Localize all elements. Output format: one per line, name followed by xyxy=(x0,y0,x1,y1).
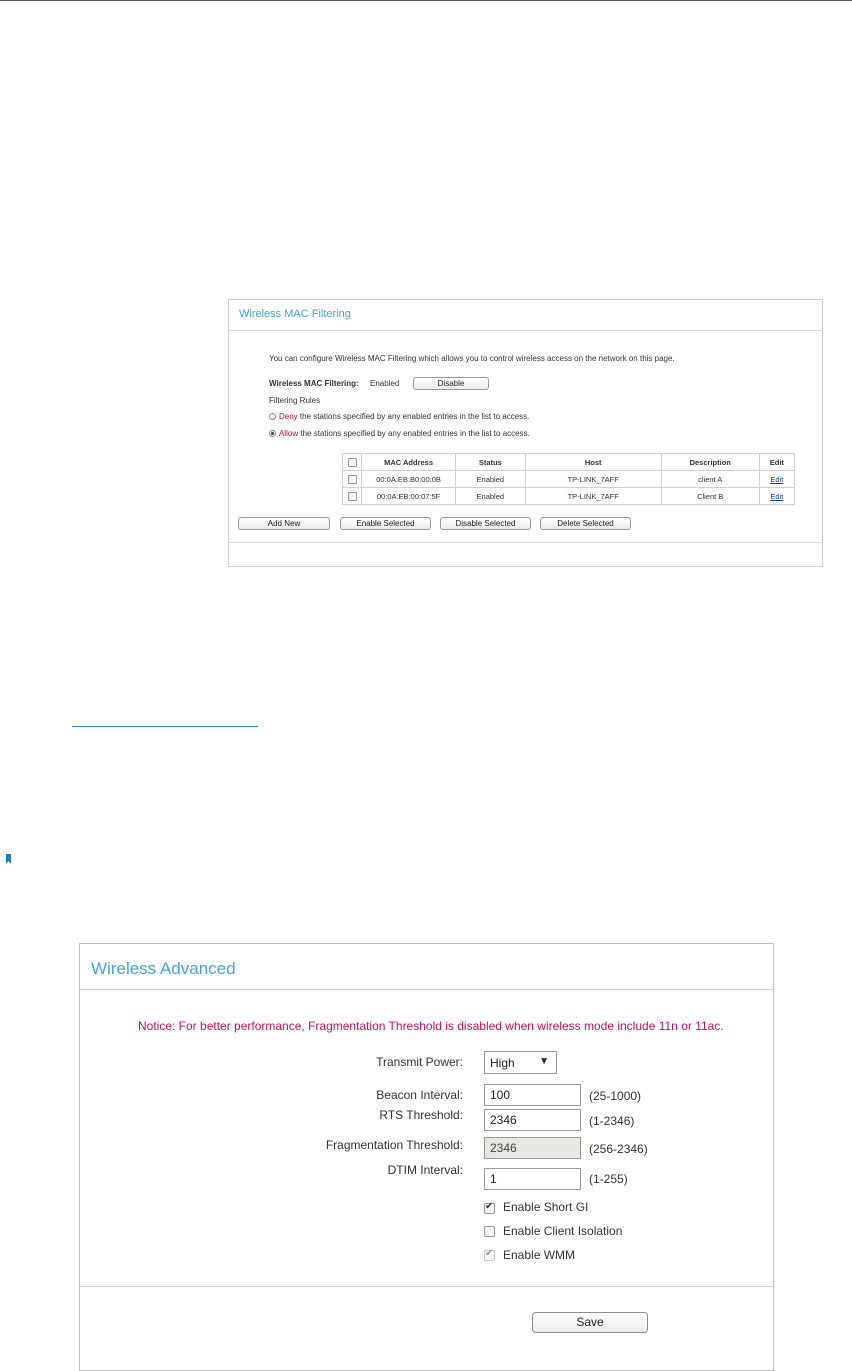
beacon-interval-range: (25-1000) xyxy=(589,1089,642,1103)
deny-radio[interactable] xyxy=(269,413,276,420)
dtim-interval-label: DTIM Interval: xyxy=(387,1163,463,1177)
dtim-interval-input[interactable] xyxy=(484,1168,581,1190)
select-all-cell xyxy=(343,454,362,471)
dtim-interval-range: (1-255) xyxy=(589,1172,628,1186)
deny-keyword: Deny xyxy=(279,412,298,421)
rts-threshold-label: RTS Threshold: xyxy=(379,1108,463,1122)
status-cell: Enabled xyxy=(455,471,525,488)
divider xyxy=(229,330,822,331)
row-checkbox[interactable] xyxy=(348,492,357,501)
fragmentation-threshold-range: (256-2346) xyxy=(589,1142,648,1156)
edit-cell xyxy=(759,488,794,505)
wireless-mac-filtering-panel xyxy=(228,299,823,567)
notice-text: Notice: For better performance, Fragmentation Threshold is disabled when wireless mode include 11n or 11ac. xyxy=(138,1019,724,1033)
add-new-button[interactable]: Add New xyxy=(238,517,330,530)
wmm-label: Enable WMM xyxy=(503,1248,576,1262)
panel-title: Wireless MAC Filtering xyxy=(239,308,351,320)
fragmentation-threshold-input xyxy=(484,1137,581,1159)
allow-description: the stations specified by any enabled entries in the list to access. xyxy=(298,429,530,438)
panel-title: Wireless Advanced xyxy=(91,959,236,978)
edit-link[interactable]: Edit xyxy=(770,491,784,501)
allow-radio[interactable] xyxy=(269,430,276,437)
mac-address-cell: 00:0A:EB:B0:00:0B xyxy=(362,471,456,488)
mac-address-cell: 00:0A:EB:00:07:5F xyxy=(362,488,456,505)
description-cell: Client B xyxy=(661,488,759,505)
disable-button[interactable]: Disable xyxy=(413,377,489,390)
save-button[interactable]: Save xyxy=(532,1312,648,1333)
rts-threshold-range: (1-2346) xyxy=(589,1114,635,1128)
row-select-cell xyxy=(343,471,362,488)
rts-threshold-input[interactable] xyxy=(484,1109,581,1131)
short-gi-checkbox[interactable] xyxy=(484,1203,495,1214)
deny-rule-text xyxy=(279,412,529,421)
header-host: Host xyxy=(525,454,661,471)
status-cell: Enabled xyxy=(455,488,525,505)
divider xyxy=(229,542,822,543)
header-edit: Edit xyxy=(759,454,794,471)
edit-link[interactable]: Edit xyxy=(770,474,784,484)
header-status: Status xyxy=(455,454,525,471)
client-isolation-checkbox[interactable] xyxy=(484,1226,495,1237)
wireless-advanced-panel xyxy=(79,943,774,1371)
status-value: Enabled xyxy=(370,379,400,388)
table-row xyxy=(343,488,795,505)
table-row xyxy=(343,471,795,488)
header-description: Description xyxy=(661,454,759,471)
beacon-interval-label: Beacon Interval: xyxy=(376,1088,463,1102)
transmit-power-value: High xyxy=(490,1056,515,1070)
row-select-cell xyxy=(343,488,362,505)
divider xyxy=(80,1286,773,1287)
filtering-rules-label: Filtering Rules xyxy=(269,396,321,405)
edit-cell xyxy=(759,471,794,488)
transmit-power-label: Transmit Power: xyxy=(376,1055,463,1069)
client-isolation-label: Enable Client Isolation xyxy=(503,1224,623,1238)
status-label: Wireless MAC Filtering: xyxy=(269,379,359,388)
table-header-row xyxy=(343,454,795,471)
host-cell: TP-LINK_7AFF xyxy=(525,471,661,488)
hyperlink-underline[interactable] xyxy=(72,726,258,727)
allow-keyword: Allow xyxy=(279,429,299,438)
select-all-checkbox[interactable] xyxy=(348,458,357,467)
enable-selected-button[interactable]: Enable Selected xyxy=(340,517,431,530)
beacon-interval-input[interactable] xyxy=(484,1084,581,1106)
transmit-power-select[interactable] xyxy=(484,1051,557,1074)
divider xyxy=(80,989,773,990)
allow-rule-text xyxy=(279,429,530,438)
delete-selected-button[interactable]: Delete Selected xyxy=(540,517,631,530)
header-mac-address: MAC Address xyxy=(362,454,456,471)
row-checkbox[interactable] xyxy=(348,475,357,484)
disable-selected-button[interactable]: Disable Selected xyxy=(440,517,531,530)
wmm-checkbox xyxy=(484,1250,495,1261)
description-cell: client A xyxy=(661,471,759,488)
deny-description: the stations specified by any enabled entries in the list to access. xyxy=(297,412,530,421)
intro-text: You can configure Wireless MAC Filtering which allows you to control wireless access on the network on this page. xyxy=(269,354,675,363)
fragmentation-threshold-label: Fragmentation Threshold: xyxy=(325,1138,463,1152)
top-rule xyxy=(0,0,852,1)
short-gi-label: Enable Short GI xyxy=(503,1200,589,1214)
mac-filter-table xyxy=(342,453,795,505)
host-cell: TP-LINK_7AFF xyxy=(525,488,661,505)
dropdown-arrow-icon: ▼ xyxy=(539,1056,549,1067)
bookmark-icon xyxy=(6,854,11,864)
